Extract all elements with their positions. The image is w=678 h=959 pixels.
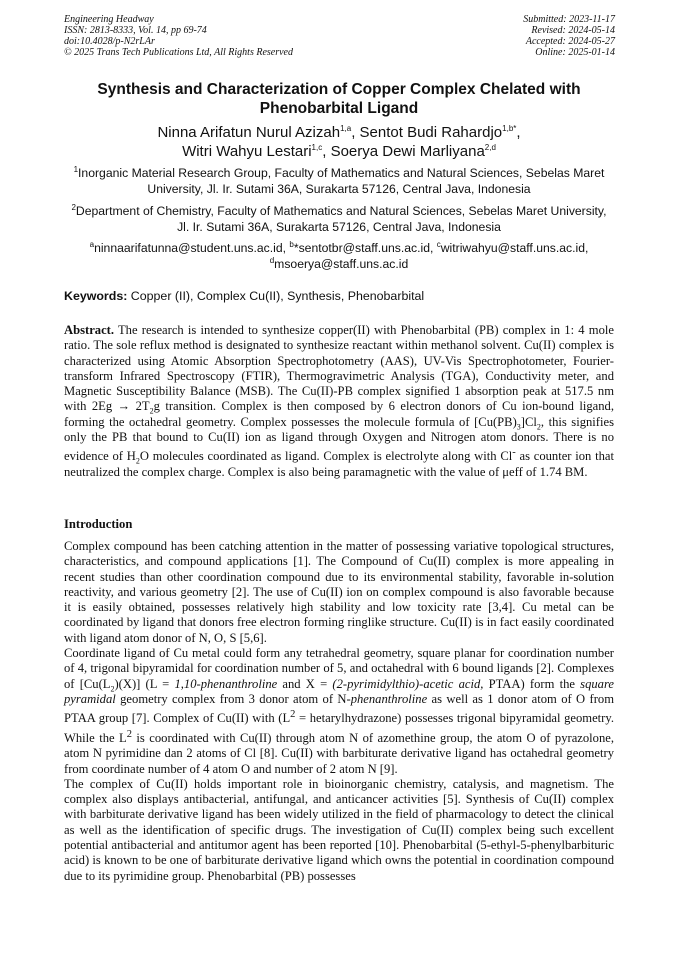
italic-term: (2-pyrimidylthio)-acetic acid, [332,676,484,691]
text-run: PTAA) form the [483,676,581,691]
affiliation-1 [64,166,614,197]
subscript: 2 [536,422,541,432]
subscript: 2 [135,457,140,467]
superscript: 2 [290,709,296,721]
abstract-label: Abstract. [64,323,115,337]
section-heading-introduction: Introduction [64,517,133,531]
subscript: 2 [110,684,115,694]
author-affiliation-marker: 1,b* [502,124,517,133]
affiliation-text: Inorganic Material Research Group, Faculty of Mathematics and Natural Sciences, Sebelas Maret University, Jl. Ir. Sutami 36A, Surakarta 57126, Central Java, Indonesia [78,166,605,196]
superscript: - [512,447,516,459]
author-affiliation-marker: 2,d [484,143,496,152]
subscript: 2 [149,407,154,416]
affiliation-text: Department of Chemistry, Faculty of Mathematics and Natural Sciences, Sebelas Maret University, Jl. Ir. Sutami 36A, Surakarta 57126, Central Java, Indonesia [75,204,607,234]
date-submitted: Submitted: 2023-11-17 [523,14,615,25]
author-name: Witri Wahyu Lestari [182,143,312,160]
paper-title: Synthesis and Characterization of Copper Complex Chelated with Phenobarbital Ligand [97,81,581,117]
keywords-text: Copper (II), Complex Cu(II), Synthesis, Phenobarbital [127,289,425,303]
date-revised: Revised: 2024-05-14 [531,25,615,36]
journal-doi[interactable]: doi:10.4028/p-N2rLAr [64,36,155,47]
text-run: and X = [277,676,333,691]
paragraph: Complex compound has been catching attention in the matter of possessing variative topological structures, characteristics, and compound applications [1]. The Compound of Cu(II) complex is more appealing in recent studies than other coordination compound due to its environmental stability, favorable in-solution reactivity, and various geometry [2]. The use of Cu(II) ion on complex compound is also favorable because it is easily obtained, possesses relatively high stability and low toxicity rate [3,4]. Cu metal can be coordinated by ligand that donors free electron forming ringlike structure. Cu(II) is in fact easily coordinated with ligand atom donor of N, O, S [5,6]. [64,539,614,645]
paragraph [64,646,614,777]
author-name: Soerya Dewi Marliyana [330,143,485,160]
text-run: as well as 1 donor atom of O from PTAA group [7]. Complex of Cu(II) with (L [64,691,614,726]
date-accepted: Accepted: 2024-05-27 [525,36,615,47]
subscript: 3 [516,422,521,432]
author-name: Sentot Budi Rahardjo [359,124,503,141]
email-marker: c [436,239,441,249]
page-header [64,14,615,58]
author-name: Ninna Arifatun Nurul Azizah [157,124,341,141]
abstract-text: , this signifies only the PB that bound to Cu(II) ion as ligand through Oxygen and Nitrogen atom donors. There is no evidence of H [64,414,614,464]
text-run: = hetarylhydrazone) possesses trigonal bipyramidal geometry. While the L [64,711,614,745]
introduction-body [64,539,614,884]
abstract-text: g transition. Complex is then composed by 6 electron donors of Cu ion-bound ligand, forming the octahedral geometry. Complex possesses the molecule formula of [Cu(PB) [64,399,614,429]
author-emails [64,241,614,272]
affiliation-2 [64,204,614,235]
italic-term: square pyramidal [64,676,614,706]
author-separator: , [351,124,360,141]
journal-name: Engineering Headway [64,14,154,25]
author-affiliation-marker: 1,a [340,124,352,133]
author-affiliation-marker: 1,c [311,143,323,152]
abstract-text: ]Cl [520,414,537,429]
abstract-text: as counter ion that neutralized the complex charge. Complex is also being paramagnetic with the value of μeff of 1.74 BM. [64,449,615,479]
affiliation-marker: 1 [73,164,79,174]
author-list [64,123,614,161]
text-run: )(X)] (L = [114,676,175,691]
keywords [64,289,614,304]
keywords-label: Keywords: [64,289,128,303]
publication-dates [523,14,615,58]
email-marker: d [269,255,275,265]
journal-copyright: © 2025 Trans Tech Publications Ltd, All Rights Reserved [64,47,293,58]
superscript: 2 [126,728,132,740]
email-link[interactable]: *sentotbr@staff.uns.ac.id, [293,241,437,255]
abstract-text: The research is intended to synthesize copper(II) with Phenobarbital (PB) complex in 1: 4 mole ratio. The sole reflux method is designated to synthesize reactant within methanol solvent. Cu(II) complex is characterized using Atomic Absorption Spectrophotometry (AAS), UV-Vis Spectrophotometer, Fourier-transform Infrared Spectroscopy (FTIR), Thermogravimetric Analysis (TGA), Conductivity meter, and Magnetic Susceptibility Balance (MSB). The Cu(II)-PB complex signified 1 absorption peak at 517.5 nm with 2Eg → 2T [64,323,614,414]
journal-info [64,14,293,58]
abstract [64,323,614,480]
journal-issn: ISSN: 2813-8333, Vol. 14, pp 69-74 [64,25,207,36]
author-separator: , [322,143,331,160]
abstract-text: O molecules coordinated as ligand. Complex is electrolyte along with Cl [139,449,513,464]
date-online: Online: 2025-01-14 [535,47,615,58]
email-link[interactable]: msoerya@staff.uns.ac.id [274,256,409,271]
email-link[interactable]: ninnaarifatunna@student.uns.ac.id, [94,241,290,255]
affiliation-marker: 2 [71,202,76,212]
author-separator: , [516,124,521,141]
text-run: Coordinate ligand of Cu metal could form any tetrahedral geometry, square planar for coordination number of 4, trigonal bipyramidal for coordination number of 5, and octahedral with 6 bound ligands [2]. Complexes of [Cu(L [64,646,614,691]
italic-term: 1,10-phenanthroline [174,676,278,691]
paragraph: The complex of Cu(II) holds important role in bioinorganic chemistry, catalysis, and magnetism. The complex also displays antibacterial, antifungal, and anticancer activities [5]. Synthesis of Cu(II) complex with barbiturate derivative ligand has been widely utilized in the field of pharmacology to detect the clinical as well as the identification of specific drugs. The investigation of Cu(II) complex being such excellent potential antibacterial and antitumor agent has been reported [10]. Phenobarbital (5-ethyl-5-phenylbarbituric acid) is known to be one of barbiturate derivative ligand which owns the potential in coordination compound due to its pyrimidine group. Phenobarbital (PB) possesses [64,776,614,883]
email-link[interactable]: witriwahyu@staff.uns.ac.id, [440,241,589,255]
email-marker: a [89,239,95,249]
text-run: geometry complex from 3 donor atom of N- [115,691,351,706]
italic-term: phenanthroline [350,691,428,706]
email-marker: b [289,239,294,249]
text-run: is coordinated with Cu(II) through atom N of azomethine group, the atom O of pyrazolone, atom N pyrimidine dan 2 atoms of Cl [8]. Cu(II) with barbiturate derivative ligand has octahedral geometry from coordinate number of 4 atom O and number of 2 atom N [9]. [64,730,614,776]
